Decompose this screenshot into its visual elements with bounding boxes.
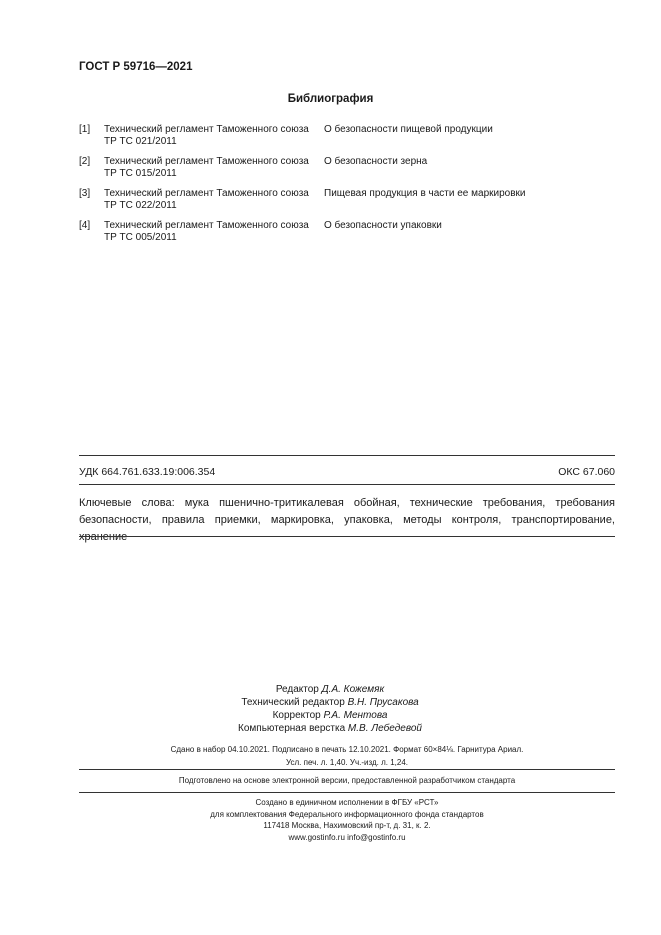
entry-document-line: Технический регламент Таможенного союза [104, 156, 309, 167]
entry-document [104, 156, 319, 180]
credit-name: Р.А. Ментова [323, 710, 388, 721]
credits-block [150, 683, 510, 735]
print-info-line: Сдано в набор 04.10.2021. Подписано в печать 12.10.2021. Формат 60×84⅛. Гарнитура Ариал. [170, 745, 524, 754]
credit-name: Д.А. Кожемяк [321, 684, 385, 695]
credit-role: Редактор [275, 684, 319, 695]
publisher-address: 117418 Москва, Нахимовский пр-т, д. 31, к. 2. [263, 821, 431, 830]
udk-code: УДК 664.761.633.19:006.354 [79, 466, 216, 478]
entry-document [104, 188, 319, 212]
credit-name: В.Н. Прусакова [347, 697, 419, 708]
divider [79, 769, 615, 770]
entry-document-line: Технический регламент Таможенного союза [104, 220, 309, 231]
entry-document [104, 124, 319, 148]
credit-line [150, 683, 510, 696]
entry-number: [2] [79, 156, 91, 167]
credit-line [150, 709, 510, 722]
publisher-line: Создано в единичном исполнении в ФГБУ «РСТ» [255, 798, 439, 807]
entry-number: [3] [79, 188, 91, 199]
credit-line [150, 722, 510, 735]
credit-role: Технический редактор [241, 697, 345, 708]
document-number: ГОСТ Р 59716—2021 [79, 61, 193, 73]
entry-number: [4] [79, 220, 91, 231]
oks-code: ОКС 67.060 [558, 466, 615, 478]
entry-document-code: ТР ТС 005/2011 [104, 232, 177, 243]
bibliography-title: Библиография [287, 93, 374, 105]
entry-document-code: ТР ТС 022/2011 [104, 200, 177, 211]
divider [79, 484, 615, 485]
divider [79, 455, 615, 456]
entry-document [104, 220, 319, 244]
entry-document-line: Технический регламент Таможенного союза [104, 188, 309, 199]
credit-role: Компьютерная верстка [238, 723, 346, 734]
credit-role: Корректор [272, 710, 321, 721]
entry-subject: О безопасности упаковки [324, 220, 442, 231]
publisher-line: для комплектования Федерального информационного фонда стандартов [210, 809, 484, 819]
entry-document-code: ТР ТС 015/2011 [104, 168, 177, 179]
credit-line [150, 696, 510, 709]
divider [79, 536, 615, 537]
entry-document-code: ТР ТС 021/2011 [104, 136, 177, 147]
entry-subject: О безопасности пищевой продукции [324, 124, 493, 135]
print-info-line: Усл. печ. л. 1,40. Уч.-изд. л. 1,24. [285, 758, 409, 767]
entry-subject: О безопасности зерна [324, 156, 428, 167]
keywords: Ключевые слова: мука пшенично-тритикалевая обойная, технические требования, требования безопасности, правила приемки, маркировка, упаковка, методы контроля, транспортирование, хранение [79, 497, 615, 543]
entry-document-line: Технический регламент Таможенного союза [104, 124, 309, 135]
print-info [79, 743, 615, 769]
entry-subject: Пищевая продукция в части ее маркировки [324, 188, 526, 199]
prepared-note: Подготовлено на основе электронной версии, предоставленной разработчиком стандарта [178, 776, 516, 785]
divider [79, 792, 615, 793]
credit-name: М.В. Лебедевой [347, 723, 422, 734]
publisher-info [79, 797, 615, 843]
publisher-contacts: www.gostinfo.ru info@gostinfo.ru [288, 832, 406, 842]
entry-number: [1] [79, 124, 91, 135]
